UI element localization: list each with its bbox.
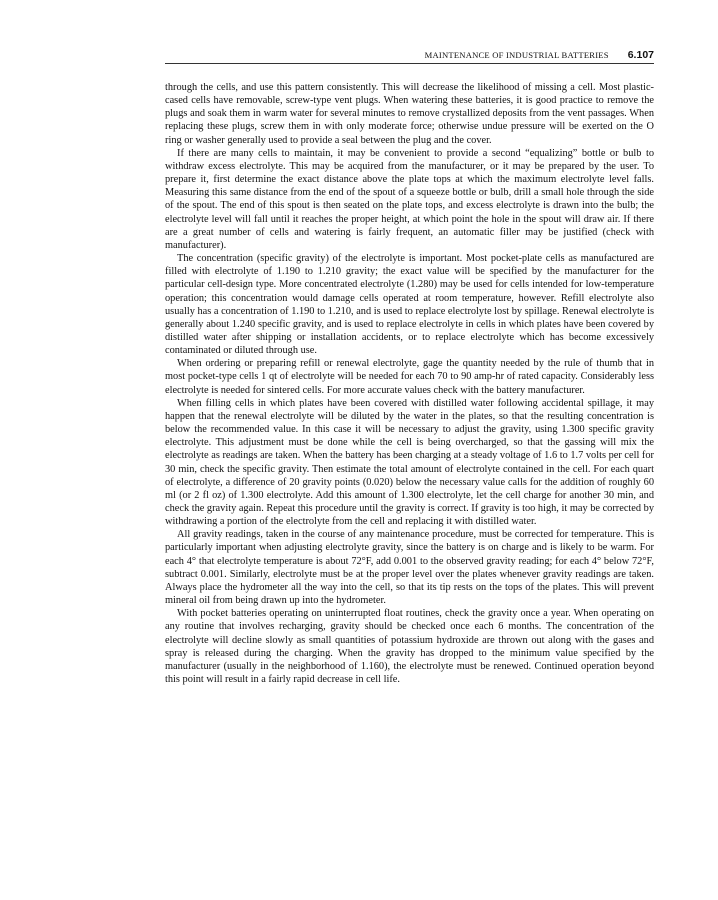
page-number: 6.107 [627,49,654,61]
paragraph-gravity-readings: All gravity readings, taken in the course of any maintenance procedure, must be corrected for temperature. This is particularly important when adjusting electrolyte gravity, since the battery is on charge and is likely to be warm. For each 4° that electrolyte temperature is about 72°F, add 0.001 to the observed gravity reading; for each 4° below 72°F, subtract 0.001. Similarly, electrolyte must be at the proper level over the plates whenever gravity readings are taken. Always place the hydrometer all the way into the cell, so that its tip rests on the tops of the plates. This will prevent mineral oil from being drawn up into the hydrometer. [165,529,654,607]
paragraph-equalizing-bottle: If there are many cells to maintain, it may be convenient to provide a second “equalizing” bottle or bulb to withdraw excess electrolyte. This may be acquired from the manufacturer, or it may be prepared by the user. To prepare it, first determine the exact distance above the plate tops at which the maximum electrolyte level falls. Measuring this same distance from the end of the spout of a squeeze bottle or bulb, drill a small hole through the side of the spout. The end of this spout is then seated on the plate tops, and excess electrolyte is drawn into the bulb; the electrolyte level will fall until it reaches the proper height, at which point the hole in the spout will draw air. If there are a great number of cells and watering is fairly frequent, an automatic filler may be justified (check with manufacturer). [165,147,654,251]
body-text [165,81,654,686]
paragraph-pocket-batteries: With pocket batteries operating on uninterrupted float routines, check the gravity once a year. When operating on any routine that involves recharging, gravity should be checked once each 6 months. The concentration of the electrolyte will decline slowly as small quantities of potassium hydroxide are thrown out along with the gases and spray is released during the charging. When the gravity has dropped to the minimum value specified by the manufacturer (usually in the neighborhood of 1.160), the electrolyte must be renewed. Continued operation beyond this point will result in a fairly rapid decrease in cell life. [165,608,654,686]
paragraph-electrolyte-concentration: The concentration (specific gravity) of the electrolyte is important. Most pocket-plate cells as manufactured are filled with electrolyte of 1.190 to 1.210 gravity; the exact value will be specified by the manufacturer for the particular cell-design type. More concentrated electrolyte (1.280) may be used for cells intended for low-temperature operation; this concentration would damage cells operated at room temperature, however. Refill electrolyte also usually has a concentration of 1.190 to 1.210, and is used to replace electrolyte lost by spillage. Renewal electrolyte is generally about 1.240 specific gravity, and is used to replace electrolyte in cells in which plates have been covered by distilled water after shipping or installation accidents, or to replace electrolyte which has become excessively contaminated or diluted through use. [165,253,654,357]
paragraph-ordering-electrolyte: When ordering or preparing refill or renewal electrolyte, gage the quantity needed by the rule of thumb that in most pocket-type cells 1 qt of electrolyte will be needed for each 70 to 90 amp-hr of rated capacity. Considerably less electrolyte is needed for sintered cells. For more accurate values check with the battery manufacturer. [165,358,654,396]
running-title: MAINTENANCE OF INDUSTRIAL BATTERIES [424,50,609,60]
paragraph-vent-plugs: through the cells, and use this pattern consistently. This will decrease the likelihood of missing a cell. Most plastic-cased cells have removable, screw-type vent plugs. When watering these batteries, it is good practice to remove the plugs and soak them in warm water for several minutes to remove crystallized deposits from the vent passages. When replacing these plugs, screw them in with only moderate force; otherwise undue pressure will be exerted on the O ring or washer generally used to provide a seal between the plug and the cover. [165,82,654,146]
running-header [165,49,654,64]
paragraph-filling-cells: When filling cells in which plates have been covered with distilled water following accidental spillage, it may happen that the renewal electrolyte will be diluted by the water in the plates, so that the resulting concentration is below the recommended value. In this case it will be necessary to adjust the gravity, using 1.300 specific gravity electrolyte. This adjustment must be done while the cell is being overcharged, so that the gassing will mix the electrolyte as readings are taken. When the battery has been charging at a steady voltage of 1.6 to 1.7 volts per cell for 30 min, check the specific gravity. Then estimate the total amount of electrolyte contained in the cell. For each quart of electrolyte, a difference of 20 gravity points (0.020) below the necessary value calls for the addition of roughly 60 ml (or 2 fl oz) of 1.300 electrolyte. Add this amount of 1.300 electrolyte, let the cell charge for another 30 min, and check the gravity again. Repeat this procedure until the gravity is correct. If gravity is too high, it may be corrected by withdrawing a portion of the electrolyte from the cell and replacing it with distilled water. [165,397,654,528]
